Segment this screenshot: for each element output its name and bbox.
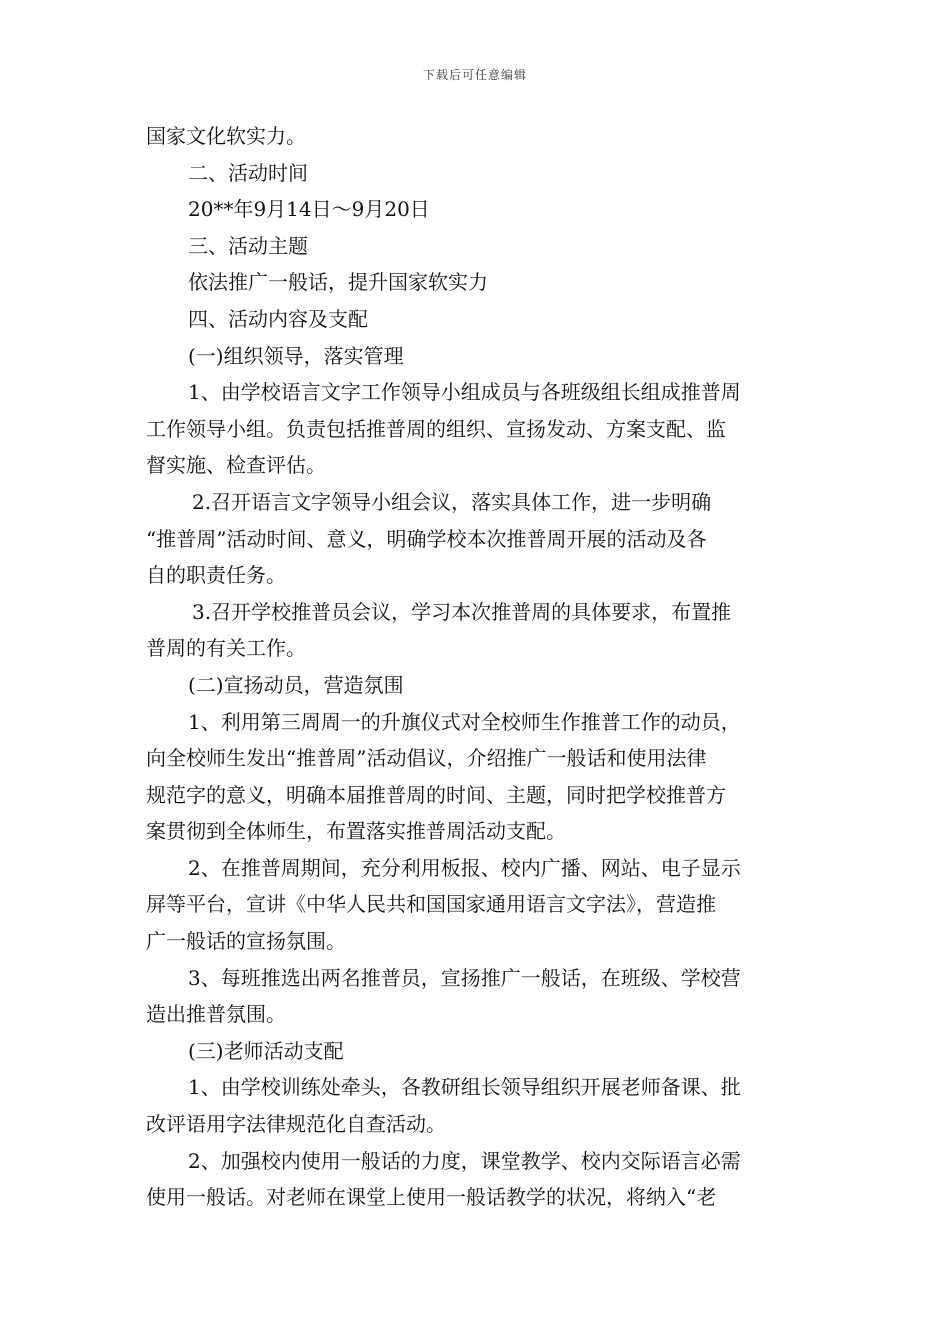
paragraph-line: 使用一般话。对老师在课堂上使用一般话教学的状况，将纳入“老 (146, 1185, 717, 1210)
section-heading: 三、活动主题 (188, 233, 308, 258)
document-body (146, 118, 804, 1216)
paragraph-line: 向全校师生发出“推普周”活动倡议，介绍推广一般话和使用法律 (146, 746, 707, 771)
paragraph-line: 规范字的意义，明确本届推普周的时间、主题，同时把学校推普方 (146, 782, 726, 807)
section-heading: 四、活动内容及支配 (188, 306, 368, 331)
paragraph-line: 普周的有关工作。 (146, 636, 306, 661)
text-line: 国家文化软实力。 (146, 124, 306, 148)
subsection-heading: (一)组织领导，落实管理 (188, 343, 404, 368)
paragraph-line: 2、加强校内使用一般话的力度，课堂教学、校内交际语言必需 (188, 1148, 741, 1173)
section-heading: 二、活动时间 (188, 160, 308, 185)
paragraph-line: 3.召开学校推普员会议，学习本次推普周的具体要求，布置推 (192, 599, 732, 624)
text-line: 20**年9月14日～9月20日 (188, 197, 430, 222)
paragraph-line: 自的职责任务。 (146, 563, 286, 588)
paragraph-line: “推普周”活动时间、意义，明确学校本次推普周开展的活动及各 (146, 526, 707, 551)
paragraph-line: 督实施、检查评估。 (146, 453, 326, 478)
paragraph-line: 2、在推普周期间，充分利用板报、校内广播、网站、电子显示 (188, 855, 741, 880)
paragraph-line: 屏等平台，宣讲《中华人民共和国国家通用语言文字法》，营造推 (146, 892, 716, 917)
subsection-heading: (二)宣扬动员，营造氛围 (188, 672, 404, 697)
page-header: 下载后可任意编辑 (422, 68, 527, 82)
text-line: 依法推广一般话，提升国家软实力 (188, 270, 488, 295)
paragraph-line: 1、由学校语言文字工作领导小组成员与各班级组长组成推普周 (188, 380, 741, 405)
paragraph-line: 3、每班推选出两名推普员，宣扬推广一般话，在班级、学校营 (188, 965, 741, 990)
paragraph-line: 广一般话的宣扬氛围。 (146, 929, 346, 954)
paragraph-line: 1、由学校训练处牵头，各教研组长领导组织开展老师备课、批 (188, 1075, 741, 1100)
subsection-heading: (三)老师活动支配 (188, 1038, 344, 1063)
paragraph-line: 1、利用第三周周一的升旗仪式对全校师生作推普工作的动员， (188, 709, 741, 734)
paragraph-line: 改评语用字法律规范化自查活动。 (146, 1112, 446, 1137)
paragraph-line: 工作领导小组。负责包括推普周的组织、宣扬发动、方案支配、监 (146, 416, 726, 441)
paragraph-line: 造出推普氛围。 (146, 1002, 286, 1027)
paragraph-line: 2.召开语言文字领导小组会议，落实具体工作，进一步明确 (192, 489, 712, 514)
paragraph-line: 案贯彻到全体师生，布置落实推普周活动支配。 (146, 819, 566, 844)
